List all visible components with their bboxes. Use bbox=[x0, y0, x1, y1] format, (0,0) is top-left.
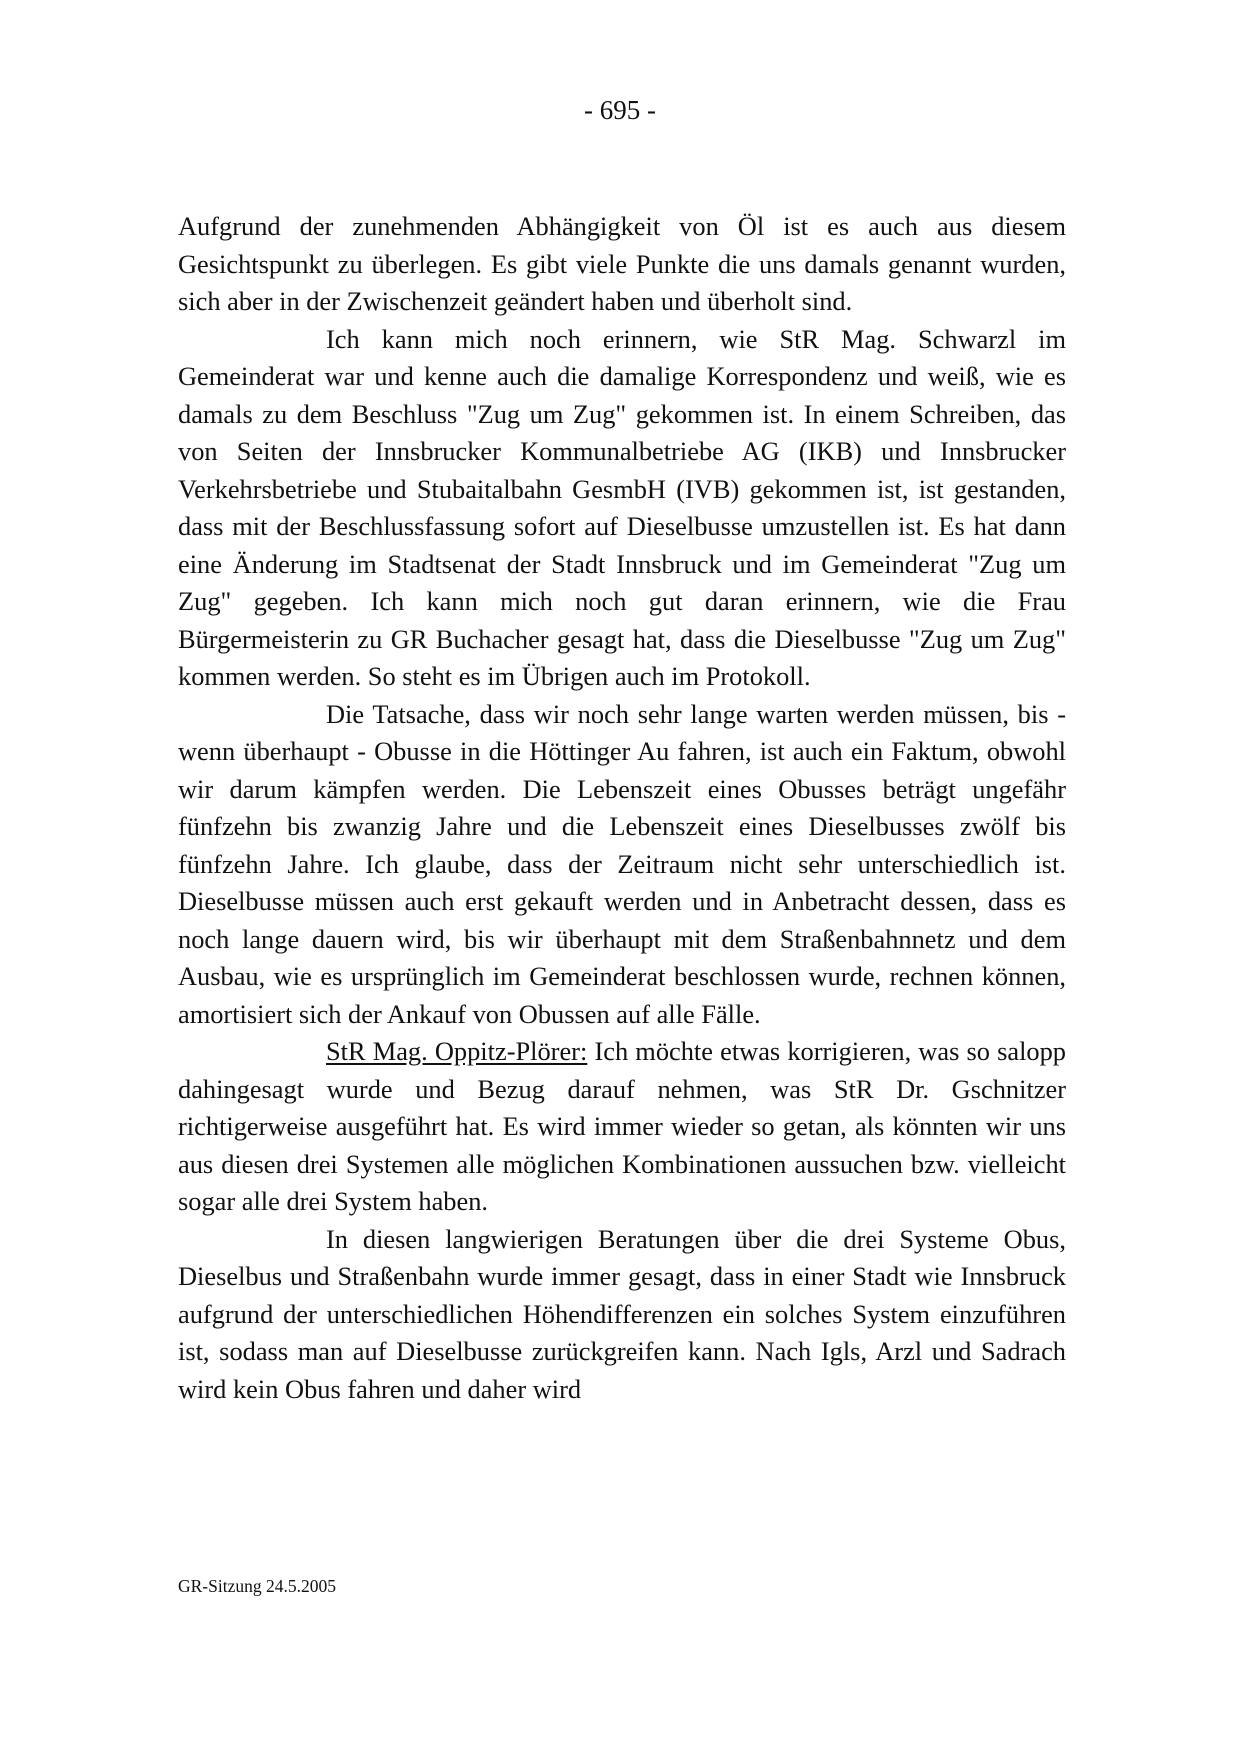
paragraph-2: Ich kann mich noch erinnern, wie StR Mag. Schwarzl im Gemeinderat war und kenne auch die damalige Korrespondenz und weiß, wie es damals zu dem Beschluss "Zug um Zug" gekommen ist. In einem Schreiben, das von Seiten der Innsbrucker Kommunalbetriebe AG (IKB) und Innsbrucker Verkehrsbetriebe und Stubaitalbahn GesmbH (IVB) gekommen ist, ist gestanden, dass mit der Beschlussfassung sofort auf Dieselbusse umzustellen ist. Es hat dann eine Änderung im Stadtsenat der Stadt Innsbruck und im Gemeinderat "Zug um Zug" gegeben. Ich kann mich noch gut daran erinnern, wie die Frau Bürgermeisterin zu GR Buchacher gesagt hat, dass die Dieselbusse "Zug um Zug" kommen werden. So steht es im Übrigen auch im Protokoll. bbox=[178, 323, 1066, 691]
footer-session-label: GR-Sitzung 24.5.2005 bbox=[178, 1576, 336, 1596]
document-body bbox=[178, 208, 1066, 1408]
speaker-name: StR Mag. Oppitz-Plörer: bbox=[326, 1036, 588, 1066]
paragraph-4 bbox=[178, 1033, 1066, 1221]
speaker-statement: Ich möchte etwas korrigieren, was so salopp dahingesagt wurde und Bezug darauf nehmen, was StR Dr. Gschnitzer richtigerweise ausgeführt hat. Es wird immer wieder so getan, als könnten wir uns aus diesen drei Systemen alle möglichen Kombinationen aussuchen bzw. vielleicht sogar alle drei System haben. bbox=[178, 1036, 1066, 1216]
paragraph-1: Aufgrund der zunehmenden Abhängigkeit von Öl ist es auch aus diesem Gesichtspunkt zu überlegen. Es gibt viele Punkte die uns damals genannt wurden, sich aber in der Zwischenzeit geändert haben und überholt sind. bbox=[178, 211, 1066, 316]
paragraph-5: In diesen langwierigen Beratungen über die drei Systeme Obus, Dieselbus und Straßenbahn wurde immer gesagt, dass in einer Stadt wie Innsbruck aufgrund der unterschiedlichen Höhendifferenzen ein solches System einzuführen ist, sodass man auf Dieselbusse zurückgreifen kann. Nach Igls, Arzl und Sadrach wird kein Obus fahren und daher wird bbox=[178, 1223, 1066, 1404]
page-number: - 695 - bbox=[584, 95, 656, 125]
paragraph-3: Die Tatsache, dass wir noch sehr lange warten werden müssen, bis - wenn überhaupt - Obusse in die Höttinger Au fahren, ist auch ein Faktum, obwohl wir darum kämpfen werden. Die Lebenszeit eines Obusses beträgt ungefähr fünfzehn bis zwanzig Jahre und die Lebenszeit eines Dieselbusses zwölf bis fünfzehn Jahre. Ich glaube, dass der Zeitraum nicht sehr unterschiedlich ist. Dieselbusse müssen auch erst gekauft werden und in Anbetracht dessen, dass es noch lange dauern wird, bis wir überhaupt mit dem Straßenbahnnetz und dem Ausbau, wie es ursprünglich im Gemeinderat beschlossen wurde, rechnen können, amortisiert sich der Ankauf von Obussen auf alle Fälle. bbox=[178, 698, 1066, 1029]
